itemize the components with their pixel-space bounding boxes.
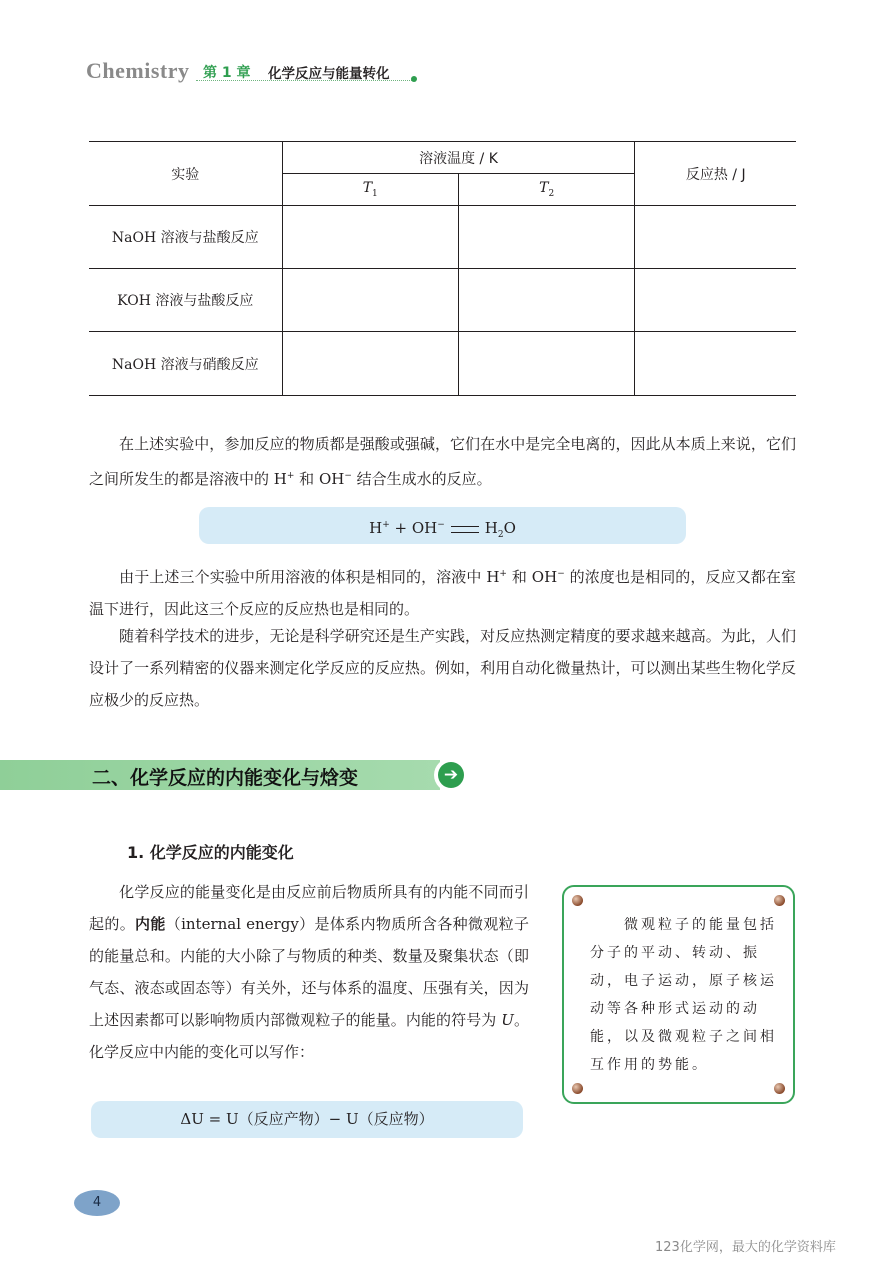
paragraph-internal-energy: 化学反应的能量变化是由反应前后物质所具有的内能不同而引起的。内能（internal energy）是体系内物质所含各种微观粒子的能量总和。内能的大小除了与物质的种类、数量及聚集状态（即气态、液态或固态等）有关外，还与体系的温度、压强有关，因为上述因素都可以影响物质内部微观粒子的能量。内能的符号为 U。化学反应中内能的变化可以写作： [89, 883, 529, 1061]
section-title: 二、化学反应的内能变化与焓变 [92, 767, 359, 789]
table-header-experiment: 实验 [89, 142, 282, 206]
row-label: NaOH 溶液与硝酸反应 [89, 332, 282, 396]
cell-empty [282, 269, 458, 332]
cell-empty [458, 332, 634, 396]
watermark-text: 123化学网，最大的化学资料库 [655, 1240, 836, 1255]
table-row [89, 332, 796, 396]
row-label: NaOH 溶液与盐酸反应 [89, 206, 282, 269]
subsection-title: 1. 化学反应的内能变化 [127, 843, 294, 862]
term-internal-energy: 内能 [135, 915, 166, 933]
equals-sign [451, 526, 479, 533]
table-header-temperature: 溶液温度 / K [282, 142, 635, 174]
cell-empty [458, 269, 634, 332]
cell-empty [635, 269, 796, 332]
internal-energy-equation: ΔU = U（反应产物）− U（反应物） [91, 1101, 523, 1138]
cell-empty [635, 206, 796, 269]
chapter-title: 化学反应与能量转化 [268, 66, 390, 82]
paragraph-same-heat: 由于上述三个实验中所用溶液的体积是相同的，溶液中 H+ 和 OH− 的浓度也是相同的，反应又都在室温下进行，因此这三个反应的反应热也是相同的。 [89, 568, 796, 618]
cell-empty [282, 206, 458, 269]
header-divider [196, 80, 414, 81]
paragraph-ionic-reaction: 在上述实验中，参加反应的物质都是强酸或强碱，它们在水中是完全电离的，因此从本质上来说，它们之间所发生的都是溶液中的 H+ 和 OH− 结合生成水的反应。 [89, 435, 796, 488]
screw-icon [774, 1083, 785, 1094]
side-note-box [562, 885, 795, 1104]
header-subject: Chemistry [86, 58, 190, 83]
page-number: 4 [92, 1195, 102, 1210]
side-note-text: 微观粒子的能量包括分子的平动、转动、振动，电子运动，原子核运动等各种形式运动的动能，以及微观粒子之间相互作用的势能。 [590, 917, 777, 1073]
cell-empty [635, 332, 796, 396]
table-header-t2: $T_2$ [458, 174, 634, 206]
table-header-t1: $T_1$ [282, 174, 458, 206]
table-row [89, 269, 796, 332]
table-header-heat: 反应热 / J [635, 142, 796, 206]
experiment-table [89, 141, 796, 396]
chapter-number: 第 1 章 [203, 65, 251, 81]
row-label: KOH 溶液与盐酸反应 [89, 269, 282, 332]
cell-empty [282, 332, 458, 396]
screw-icon [572, 895, 583, 906]
screw-icon [572, 1083, 583, 1094]
header-dot [411, 76, 417, 82]
paragraph-calorimetry: 随着科学技术的进步，无论是科学研究还是生产实践，对反应热测定精度的要求越来越高。为此，人们设计了一系列精密的仪器来测定化学反应的反应热。例如，利用自动化微量热计，可以测出某些生物化学反应极少的反应热。 [89, 627, 796, 709]
screw-icon [774, 895, 785, 906]
arrow-right-icon: ➔ [438, 762, 464, 788]
table-row [89, 206, 796, 269]
cell-empty [458, 206, 634, 269]
neutralization-equation: H+ + OH− $H_2O$ [199, 507, 686, 544]
